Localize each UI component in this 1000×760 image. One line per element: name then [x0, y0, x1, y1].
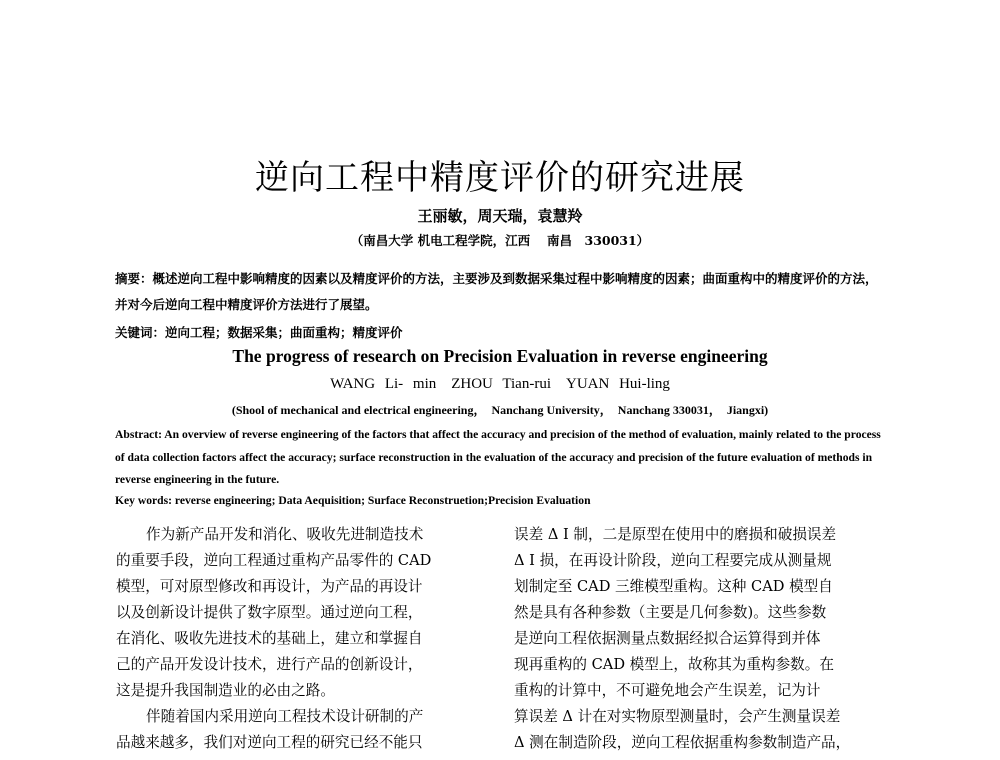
keywords-cn-label: 关键词： [115, 325, 166, 340]
body-line: 的重要手段，逆向工程通过重构产品零件的 CAD [116, 552, 432, 569]
body-line: 己的产品开发设计技术，进行产品的创新设计， [116, 656, 423, 673]
body-column-right [514, 522, 892, 756]
body-line: 以及创新设计提供了数字原型。通过逆向工程， [116, 604, 423, 621]
body-column-left [116, 522, 494, 756]
body-line: 伴随着国内采用逆向工程技术设计研制的产 [146, 708, 424, 725]
authors-cn: 王丽敏，周天瑞，袁慧羚 [417, 207, 583, 225]
body-line: 重构的计算中，不可避免地会产生误差，记为计 [514, 682, 821, 699]
paper-title-en: The progress of research on Precision Evaluation in reverse engineering [232, 346, 768, 366]
body-line: 算误差 Δ 计在对实物原型测量时，会产生测量误差 [514, 708, 841, 725]
body-line: 误差 Δ I 制，二是原型在使用中的磨损和破损误差 [514, 526, 837, 543]
paper-title-cn: 逆向工程中精度评价的研究进展 [255, 158, 745, 198]
body-line: 然是具有各种参数（主要是几何参数)。这些参数 [514, 604, 827, 621]
body-line: 品越来越多，我们对逆向工程的研究已经不能只 [116, 734, 423, 751]
keywords-en [115, 490, 883, 512]
body-line: 这是提升我国制造业的必由之路。 [116, 682, 335, 699]
keywords-cn [115, 320, 883, 346]
body-line: Δ I 损，在再设计阶段，逆向工程要完成从测量规 [514, 552, 832, 569]
body-line: 是逆向工程依据测量点数据经拟合运算得到并体 [514, 630, 821, 647]
abstract-en-label: Abstract: [115, 428, 163, 441]
abstract-en [115, 424, 883, 492]
keywords-en-label: Key words: [115, 494, 172, 507]
affiliation-en: (Shool of mechanical and electrical engineering， Nanchang University， Nanchang 330031， Jiangxi) [231, 403, 769, 417]
affiliation-cn: （南昌大学 机电工程学院，江西 南昌 330031） [350, 233, 650, 248]
abstract-en-text: An overview of reverse engineering of the factors that affect the accuracy and precision of the method of evaluation, mainly related to the process of data collection factors affect the accuracy; surface reconstruction in the evaluation of the accuracy and precision of the future evaluation of methods in reverse engineering in the future. [115, 428, 881, 486]
body-line: 现再重构的 CAD 模型上，故称其为重构参数。在 [514, 656, 834, 673]
abstract-cn-text: 概述逆向工程中影响精度的因素以及精度评价的方法，主要涉及到数据采集过程中影响精度的因素；曲面重构中的精度评价的方法，并对今后逆向工程中精度评价方法进行了展望。 [115, 271, 878, 312]
body-line: 作为新产品开发和消化、吸收先进制造技术 [146, 526, 424, 543]
abstract-cn-label: 摘要： [115, 271, 153, 286]
body-line: 划制定至 CAD 三维模型重构。这种 CAD 模型自 [514, 578, 833, 595]
authors-en: WANG Li- min ZHOU Tian-rui YUAN Hui-ling [330, 376, 670, 392]
body-line: Δ 测在制造阶段，逆向工程依据重构参数制造产品， [514, 734, 851, 751]
body-line: 模型，可对原型修改和再设计，为产品的再设计 [116, 578, 423, 595]
body-line: 在消化、吸收先进技术的基础上，建立和掌握自 [116, 630, 423, 647]
keywords-cn-text: 逆向工程；数据采集；曲面重构；精度评价 [165, 325, 403, 340]
keywords-en-text: reverse engineering; Data Aequisition; Surface Reconstruetion;Precision Evaluation [172, 494, 591, 507]
abstract-cn [115, 266, 883, 318]
